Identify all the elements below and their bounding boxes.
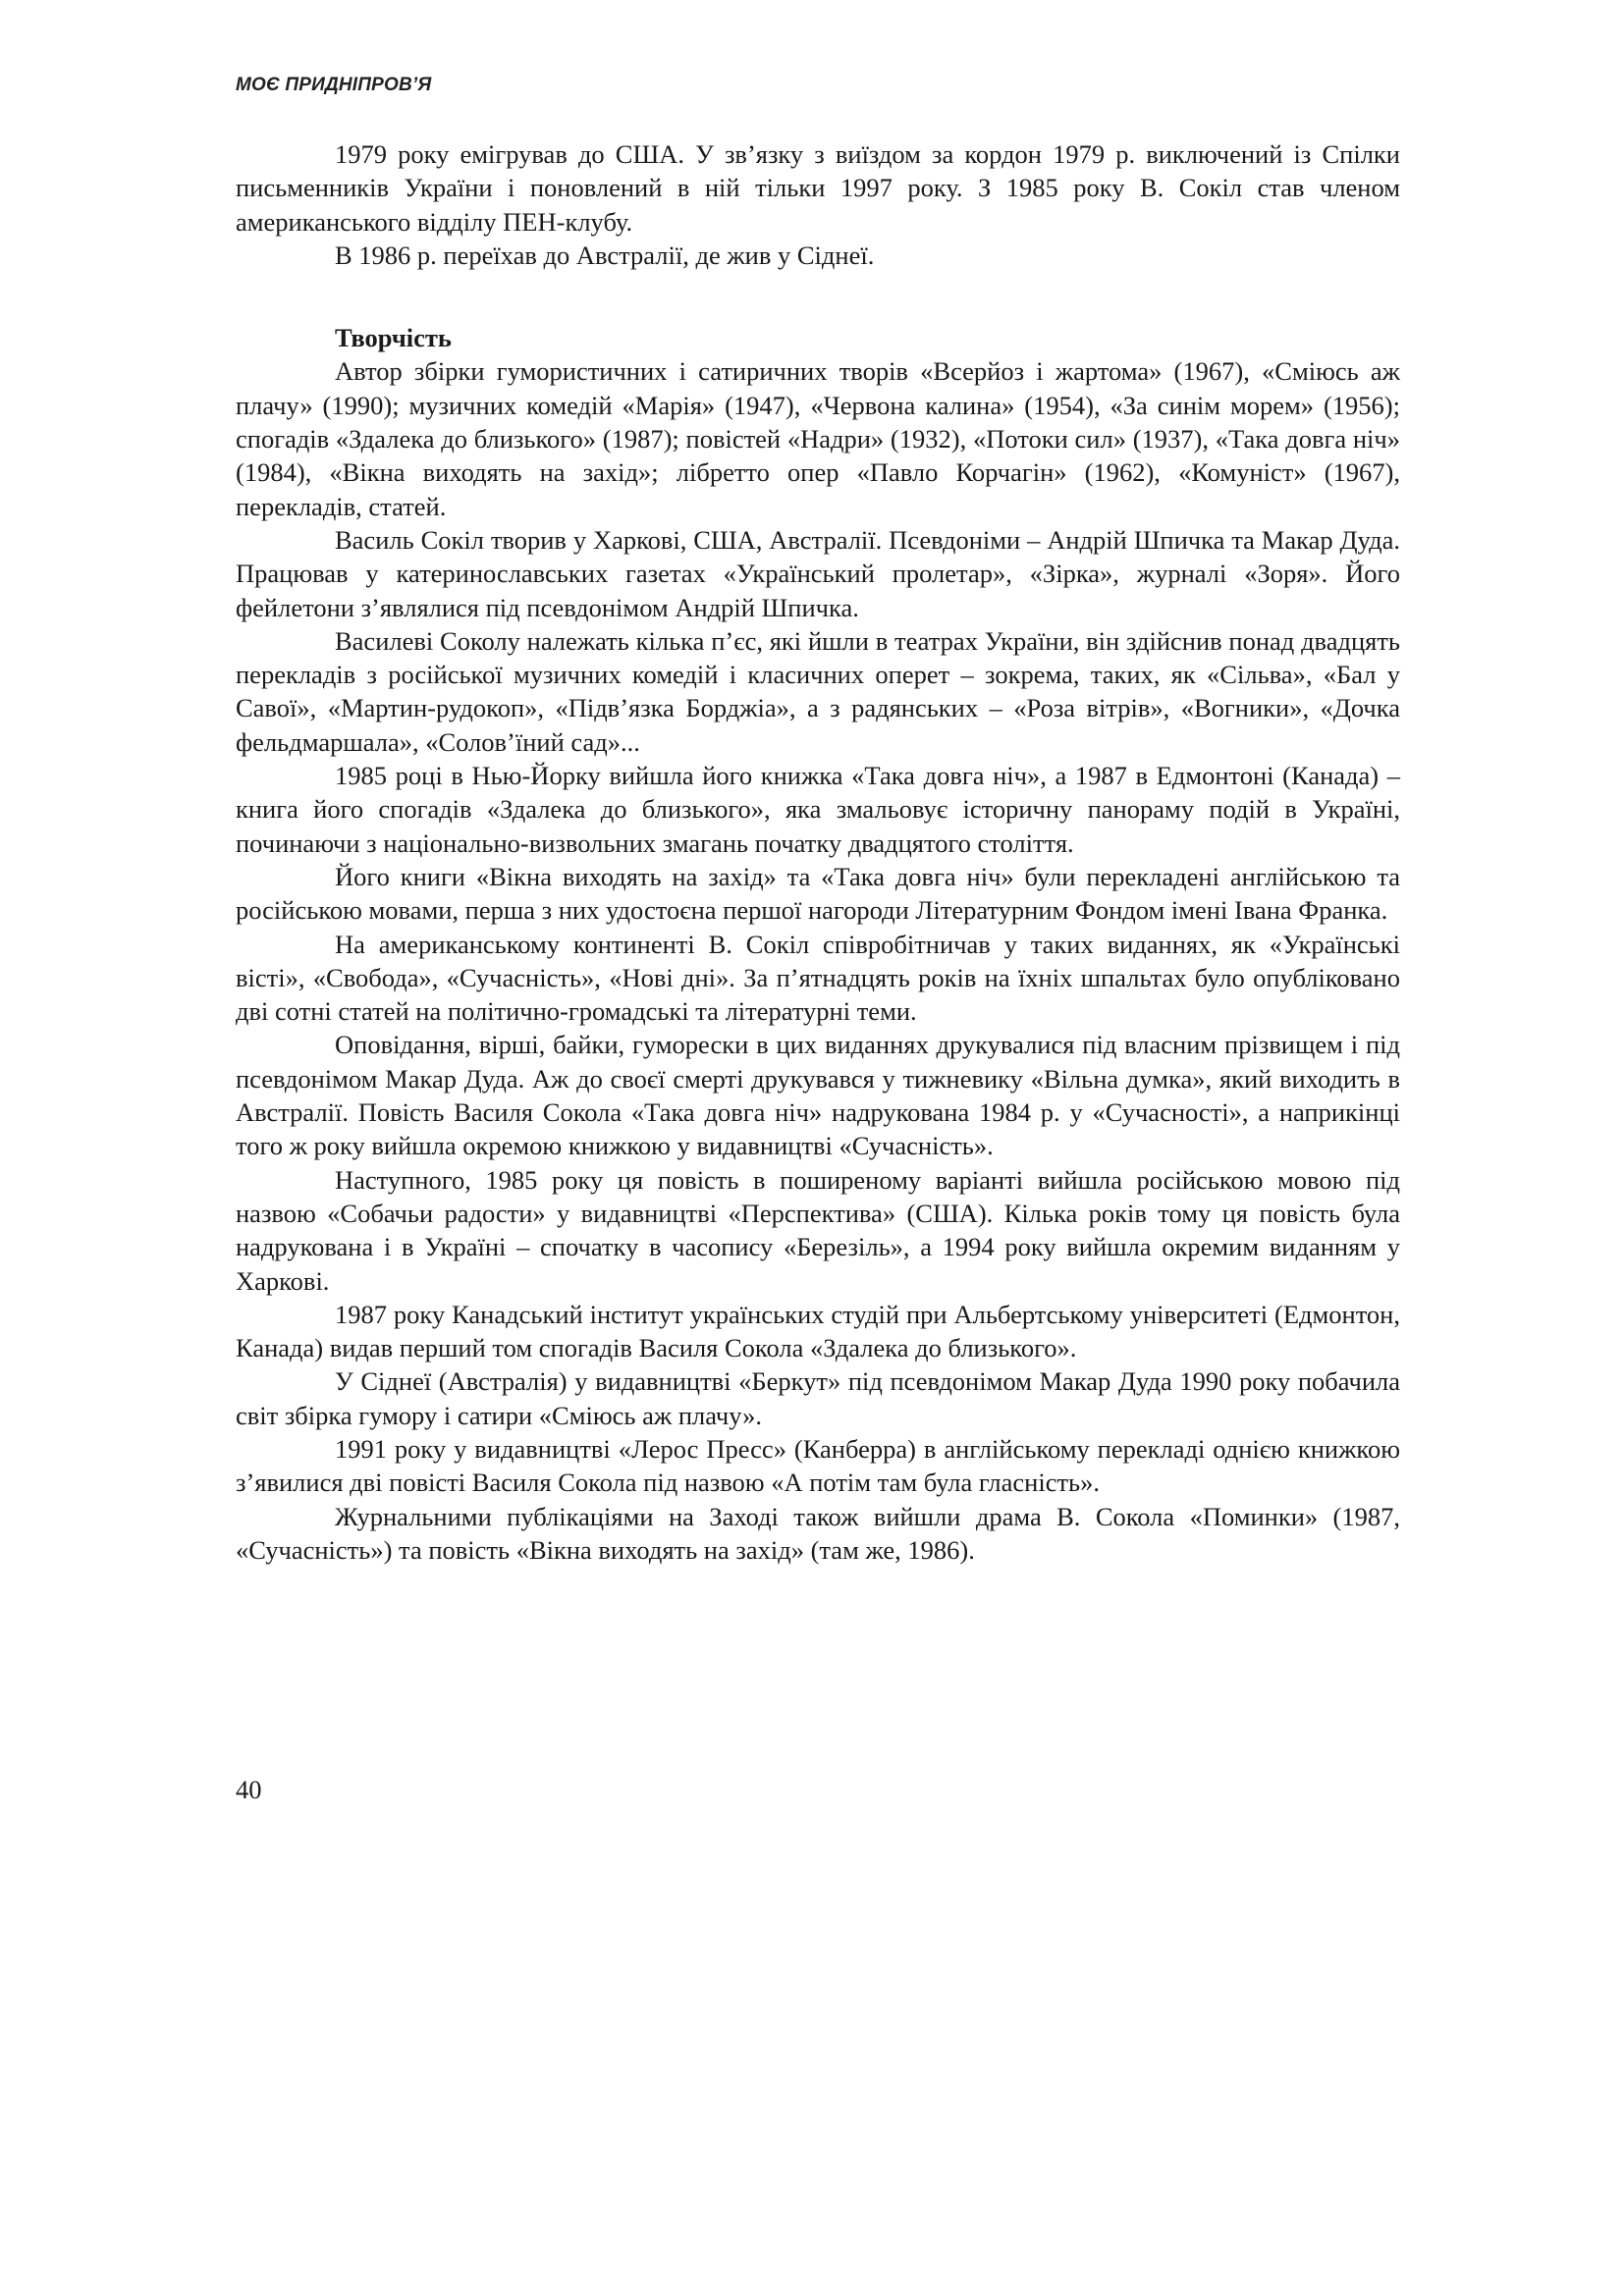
body-paragraph: На американському континенті В. Сокіл співробітничав у таких виданнях, як «Українські вісті», «Свобода», «Сучасність», «Нові дні». За п’ятнадцять років на їхніх шпальтах було опубліковано дві сотні статей на політично-громадські та літературні теми.: [236, 929, 1400, 1027]
section-spacer: [236, 272, 1400, 321]
body-paragraph: У Сіднеї (Австралія) у видавництві «Беркут» під псевдонімом Макар Дуда 1990 року побачила світ збірка гумору і сатири «Сміюсь аж плачу».: [236, 1366, 1400, 1430]
body-paragraph: Василь Сокіл творив у Харкові, США, Австралії. Псевдоніми – Андрій Шпичка та Макар Дуда. Працював у катеринославських газетах «Український пролетар», «Зірка», журналі «Зоря». Його фейлетони з’являлися під псевдонімом Андрій Шпичка.: [236, 524, 1400, 622]
body-paragraph: Автор збірки гумористичних і сатиричних творів «Всерйоз і жартома» (1967), «Сміюсь аж плачу» (1990); музичних комедій «Марія» (1947), «Червона калина» (1954), «За синім морем» (1956); спогадів «Здалека до близького» (1987); повістей «Надри» (1932), «Потоки сил» (1937), «Така довга ніч» (1984), «Вікна виходять на захід»; лібретто опер «Павло Корчагін» (1962), «Комуніст» (1967), перекладів, статей.: [236, 356, 1400, 521]
running-header: МОЄ ПРИДНІПРОВ’Я: [236, 75, 432, 95]
page-body: [236, 137, 1400, 1567]
body-paragraph: 1991 року у видавництві «Лерос Пресс» (Канберра) в англійському перекладі однією книжкою з’явилися дві повісті Василя Сокола під назвою «А потім там була гласність».: [236, 1433, 1400, 1498]
body-paragraph: Журнальними публікаціями на Заході також вийшли драма В. Сокола «Поминки» (1987, «Сучасність») та повість «Вікна виходять на захід» (там же, 1986).: [236, 1501, 1400, 1565]
body-paragraph: Василеві Соколу належать кілька п’єс, які йшли в театрах України, він здійснив понад двадцять перекладів з російської музичних комедій і класичних оперет – зокрема, таких, як «Сільва», «Бал у Савої», «Мартин-рудокоп», «Підв’язка Борджіа», а з радянських – «Роза вітрів», «Вогники», «Дочка фельдмаршала», «Солов’їний сад»...: [236, 625, 1400, 757]
section-heading: Творчість: [335, 323, 452, 353]
body-paragraph: 1987 року Канадський інститут українських студій при Альбертському університеті (Едмонтон, Канада) видав перший том спогадів Василя Сокола «Здалека до близького».: [236, 1299, 1400, 1363]
body-paragraph: 1979 року емігрував до США. У зв’язку з виїздом за кордон 1979 р. виключений із Спілки письменників України і поновлений в ній тільки 1997 року. З 1985 року В. Сокіл став членом американського відділу ПЕН-клубу.: [236, 139, 1400, 237]
body-paragraph: Наступного, 1985 року ця повість в поширеному варіанті вийшла російською мовою під назвою «Собачьи радости» у видавництві «Перспектива» (США). Кілька років тому ця повість була надрукована і в Україні – спочатку в часопису «Березіль», а 1994 року вийшла окремим виданням у Харкові.: [236, 1164, 1400, 1296]
body-paragraph: Оповідання, вірші, байки, гуморески в цих виданнях друкувалися під власним прізвищем і під псевдонімом Макар Дуда. Аж до своєї смерті друкувався у тижневику «Вільна думка», який виходить в Австралії. Повість Василя Сокола «Така довга ніч» надрукована 1984 р. у «Сучасності», а наприкінці того ж року вийшла окремою книжкою у видавництві «Сучасність».: [236, 1030, 1400, 1161]
body-paragraph: Його книги «Вікна виходять на захід» та «Така довга ніч» були перекладені англійською та російською мовами, перша з них удостоєна першої нагороди Літературним Фондом імені Івана Франка.: [236, 861, 1400, 926]
body-paragraph: В 1986 р. переїхав до Австралії, де жив у Сіднеї.: [335, 240, 875, 270]
page-number: 40: [236, 1775, 262, 1804]
body-paragraph: 1985 році в Нью-Йорку вийшла його книжка «Така довга ніч», а 1987 в Едмонтоні (Канада) – книга його спогадів «Здалека до близького», яка змальовує історичну панораму подій в Україні, починаючи з національно-визвольних змагань початку двадцятого століття.: [236, 761, 1400, 858]
